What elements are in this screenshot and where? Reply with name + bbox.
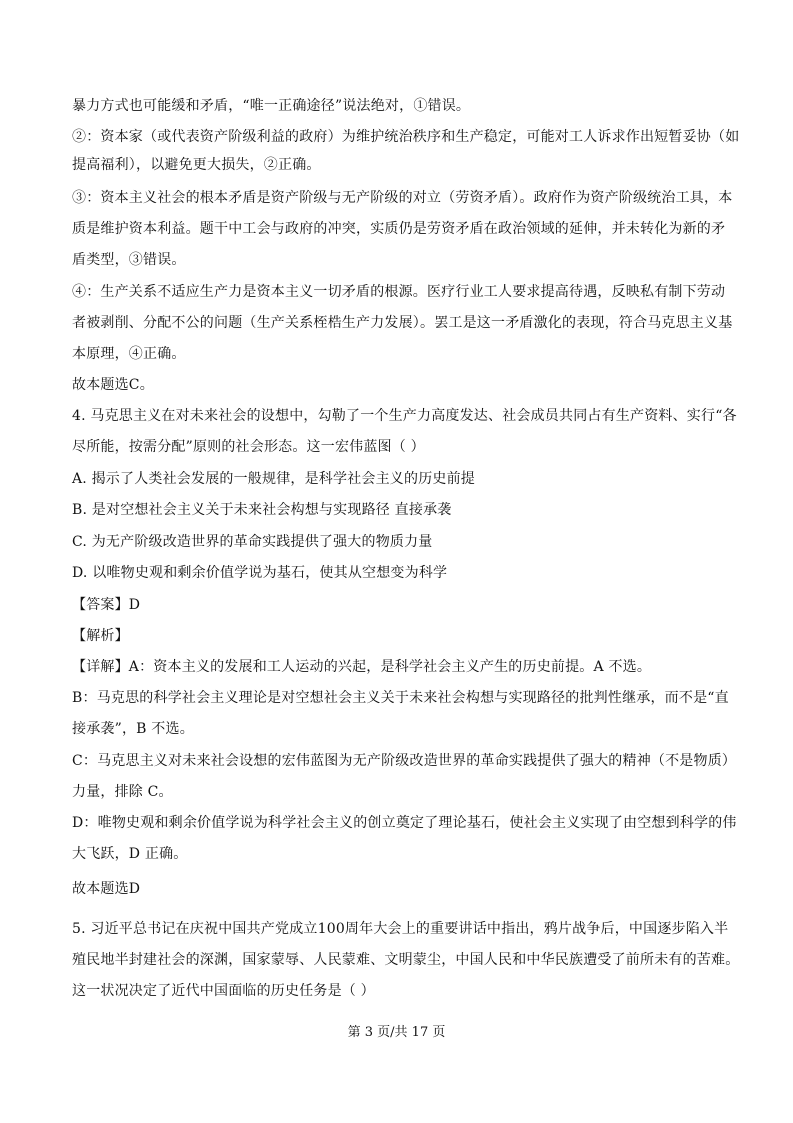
text-line: 大飞跃，D 正确。 [72,846,188,862]
text-line: ③：资本主义社会的根本矛盾是资产阶级与无产阶级的对立（劳资矛盾）。政府作为资产阶级统治工具，本 [72,190,733,206]
question-line: 4. 马克思主义在对未来社会的设想中，勾勒了一个生产力高度发达、社会成员共同占有生产资料、实行“各 [72,408,737,424]
question-line: 尽所能，按需分配”原则的社会形态。这一宏伟蓝图（ ） [72,439,425,455]
text-line: 暴力方式也可能缓和矛盾，“唯一正确途径”说法绝对，①错误。 [72,98,471,114]
question-line: 这一状况决定了近代中国面临的历史任务是（ ） [72,983,375,999]
text-line: 质是维护资本利益。题干中工会与政府的冲突，实质仍是劳资矛盾在政治领域的延伸，并未转化为新的矛 [72,221,726,237]
text-line: D：唯物史观和剩余价值学说为科学社会主义的创立奠定了理论基石，使社会主义实现了由空想到科学的伟 [72,815,737,831]
question-line: 殖民地半封建社会的深渊，国家蒙辱、人民蒙难、文明蒙尘，中国人民和中华民族遭受了前所未有的苦难。 [72,952,740,968]
option-b: B. 是对空想社会主义关于未来社会构想与实现路径 直接承袭 [72,502,452,518]
text-line: 盾类型，③错误。 [72,252,186,268]
text-line: 【详解】A：资本主义的发展和工人运动的兴起，是科学社会主义产生的历史前提。A 不选。 [72,659,652,675]
text-line: B：马克思的科学社会主义理论是对空想社会主义关于未来社会构想与实现路径的批判性继承，而不是“直 [72,690,729,706]
analysis-label: 【解析】 [72,628,129,644]
answer-label: 【答案】D [72,597,141,613]
text-line: 故本题选D [72,881,141,897]
option-d: D. 以唯物史观和剩余价值学说为基石，使其从空想变为科学 [72,565,448,581]
option-c: C. 为无产阶级改造世界的革命实践提供了强大的物质力量 [72,534,433,550]
text-line: 故本题选C。 [72,377,154,393]
text-line: ④：生产关系不适应生产力是资本主义一切矛盾的根源。医疗行业工人要求提高待遇，反映私有制下劳动 [72,284,726,300]
text-line: 提高福利），以避免更大损失，②正确。 [72,157,321,173]
question-line: 5. 习近平总书记在庆祝中国共产党成立100周年大会上的重要讲话中指出，鸦片战争后，中国逐步陷入半 [72,921,729,937]
text-line: 接承袭”，B 不选。 [72,721,194,737]
text-line: C：马克思主义对未来社会设想的宏伟蓝图为无产阶级改造世界的革命实践提供了强大的精神（不是物质） [72,753,737,769]
option-a: A. 揭示了人类社会发展的一般规律，是科学社会主义的历史前提 [72,471,476,487]
text-line: 力量，排除 C。 [72,784,173,800]
text-line: 者被剥削、分配不公的问题（生产关系桎梏生产力发展）。罢工是这一矛盾激化的表现，符合马克思主义基 [72,315,733,331]
text-line: ②：资本家（或代表资产阶级利益的政府）为维护统治秩序和生产稳定，可能对工人诉求作出短暂妥协（如 [72,129,740,145]
text-line: 本原理，④正确。 [72,346,186,362]
page-number: 第 3 页/共 17 页 [347,1025,446,1040]
